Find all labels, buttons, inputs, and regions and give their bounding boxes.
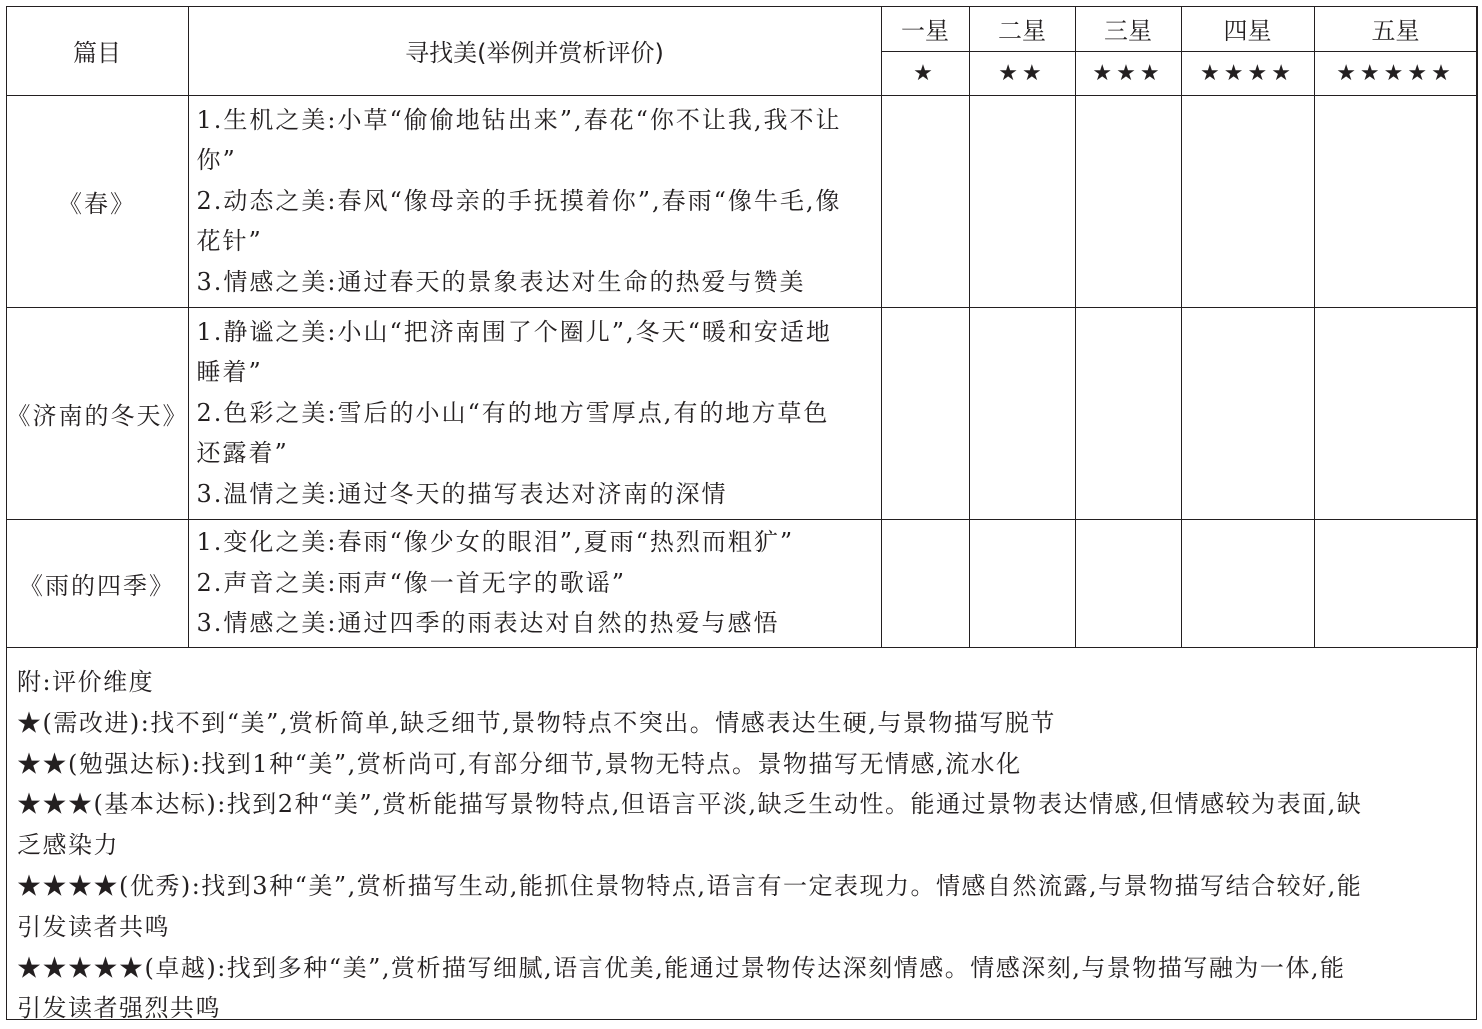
criteria-line: ★★(勉强达标):找到1种“美”,赏析尚可,有部分细节,景物无特点。景物描写无情感,流水化 <box>17 749 1022 778</box>
rating-cell[interactable] <box>1181 95 1314 307</box>
star-rating-4: ★★★★ <box>1181 51 1314 95</box>
star-rating-2: ★★ <box>969 51 1075 95</box>
table-row <box>6 519 1477 647</box>
criteria-heading: 附:评价维度 <box>17 668 155 696</box>
rating-cell[interactable] <box>1075 307 1181 519</box>
content-line: 3.情感之美:通过四季的雨表达对自然的热爱与感悟 <box>196 609 780 638</box>
evaluation-sheet <box>6 6 1477 1023</box>
criteria-line: 乏感染力 <box>17 831 119 860</box>
evaluation-criteria <box>7 654 1475 1029</box>
content-line: 2.动态之美:春风“像母亲的手抚摸着你”,春雨“像牛毛,像 <box>196 186 842 215</box>
criteria-line: 引发读者共鸣 <box>17 912 170 941</box>
content-line: 睡着” <box>196 358 263 387</box>
rating-cell[interactable] <box>881 307 969 519</box>
row-content <box>188 307 881 519</box>
rating-cell[interactable] <box>881 95 969 307</box>
criteria-line: 引发读者强烈共鸣 <box>17 994 221 1023</box>
star-rating-1: ★ <box>881 51 969 95</box>
header-level-3: 三星 <box>1075 6 1181 51</box>
content-line: 1.变化之美:春雨“像少女的眼泪”,夏雨“热烈而粗犷” <box>196 528 795 557</box>
rating-cell[interactable] <box>1314 95 1477 307</box>
rating-cell[interactable] <box>881 519 969 647</box>
rating-cell[interactable] <box>1181 519 1314 647</box>
rating-cell[interactable] <box>1314 519 1477 647</box>
row-title: 《雨的四季》 <box>6 519 188 647</box>
criteria-line: ★★★★★(卓越):找到多种“美”,赏析描写细腻,语言优美,能通过景物传达深刻情感。情感深刻,与景物描写融为一体,能 <box>17 953 1346 982</box>
rating-cell[interactable] <box>969 95 1075 307</box>
table-row <box>6 95 1477 307</box>
criteria-line: ★★★(基本达标):找到2种“美”,赏析能描写景物特点,但语言平淡,缺乏生动性。能通过景物表达情感,但情感较为表面,缺 <box>17 790 1363 819</box>
content-line: 花针” <box>196 227 263 256</box>
header-level-4: 四星 <box>1181 6 1314 51</box>
content-line: 1.静谧之美:小山“把济南围了个圈儿”,冬天“暖和安适地 <box>196 317 832 346</box>
header-level-5: 五星 <box>1314 6 1477 51</box>
header-level-2: 二星 <box>969 6 1075 51</box>
criteria-line: ★★★★(优秀):找到3种“美”,赏析描写生动,能抓住景物特点,语言有一定表现力。情感自然流露,与景物描写结合较好,能 <box>17 871 1363 900</box>
row-title: 《济南的冬天》 <box>6 307 188 519</box>
beauty-evaluation-table <box>6 6 1478 648</box>
rating-cell[interactable] <box>1314 307 1477 519</box>
content-line: 2.色彩之美:雪后的小山“有的地方雪厚点,有的地方草色 <box>196 398 830 427</box>
rating-cell[interactable] <box>1075 95 1181 307</box>
content-line: 1.生机之美:小草“偷偷地钻出来”,春花“你不让我,我不让 <box>196 105 842 134</box>
criteria-line: ★(需改进):找不到“美”,赏析简单,缺乏细节,景物特点不突出。情感表达生硬,与景物描写脱节 <box>17 708 1056 737</box>
rating-cell[interactable] <box>969 519 1075 647</box>
content-line: 还露着” <box>196 439 289 468</box>
header-title: 篇目 <box>6 6 188 95</box>
row-content <box>188 519 881 647</box>
content-line: 2.声音之美:雨声“像一首无字的歌谣” <box>196 568 627 597</box>
content-line: 你” <box>196 146 237 175</box>
row-content <box>188 95 881 307</box>
rating-cell[interactable] <box>969 307 1075 519</box>
content-line: 3.温情之美:通过冬天的描写表达对济南的深情 <box>196 479 728 508</box>
header-content: 寻找美(举例并赏析评价) <box>188 6 881 95</box>
star-rating-5: ★★★★★ <box>1314 51 1477 95</box>
row-title: 《春》 <box>6 95 188 307</box>
star-rating-3: ★★★ <box>1075 51 1181 95</box>
table-row <box>6 307 1477 519</box>
rating-cell[interactable] <box>1181 307 1314 519</box>
rating-cell[interactable] <box>1075 519 1181 647</box>
header-level-1: 一星 <box>881 6 969 51</box>
content-line: 3.情感之美:通过春天的景象表达对生命的热爱与赞美 <box>196 267 806 296</box>
